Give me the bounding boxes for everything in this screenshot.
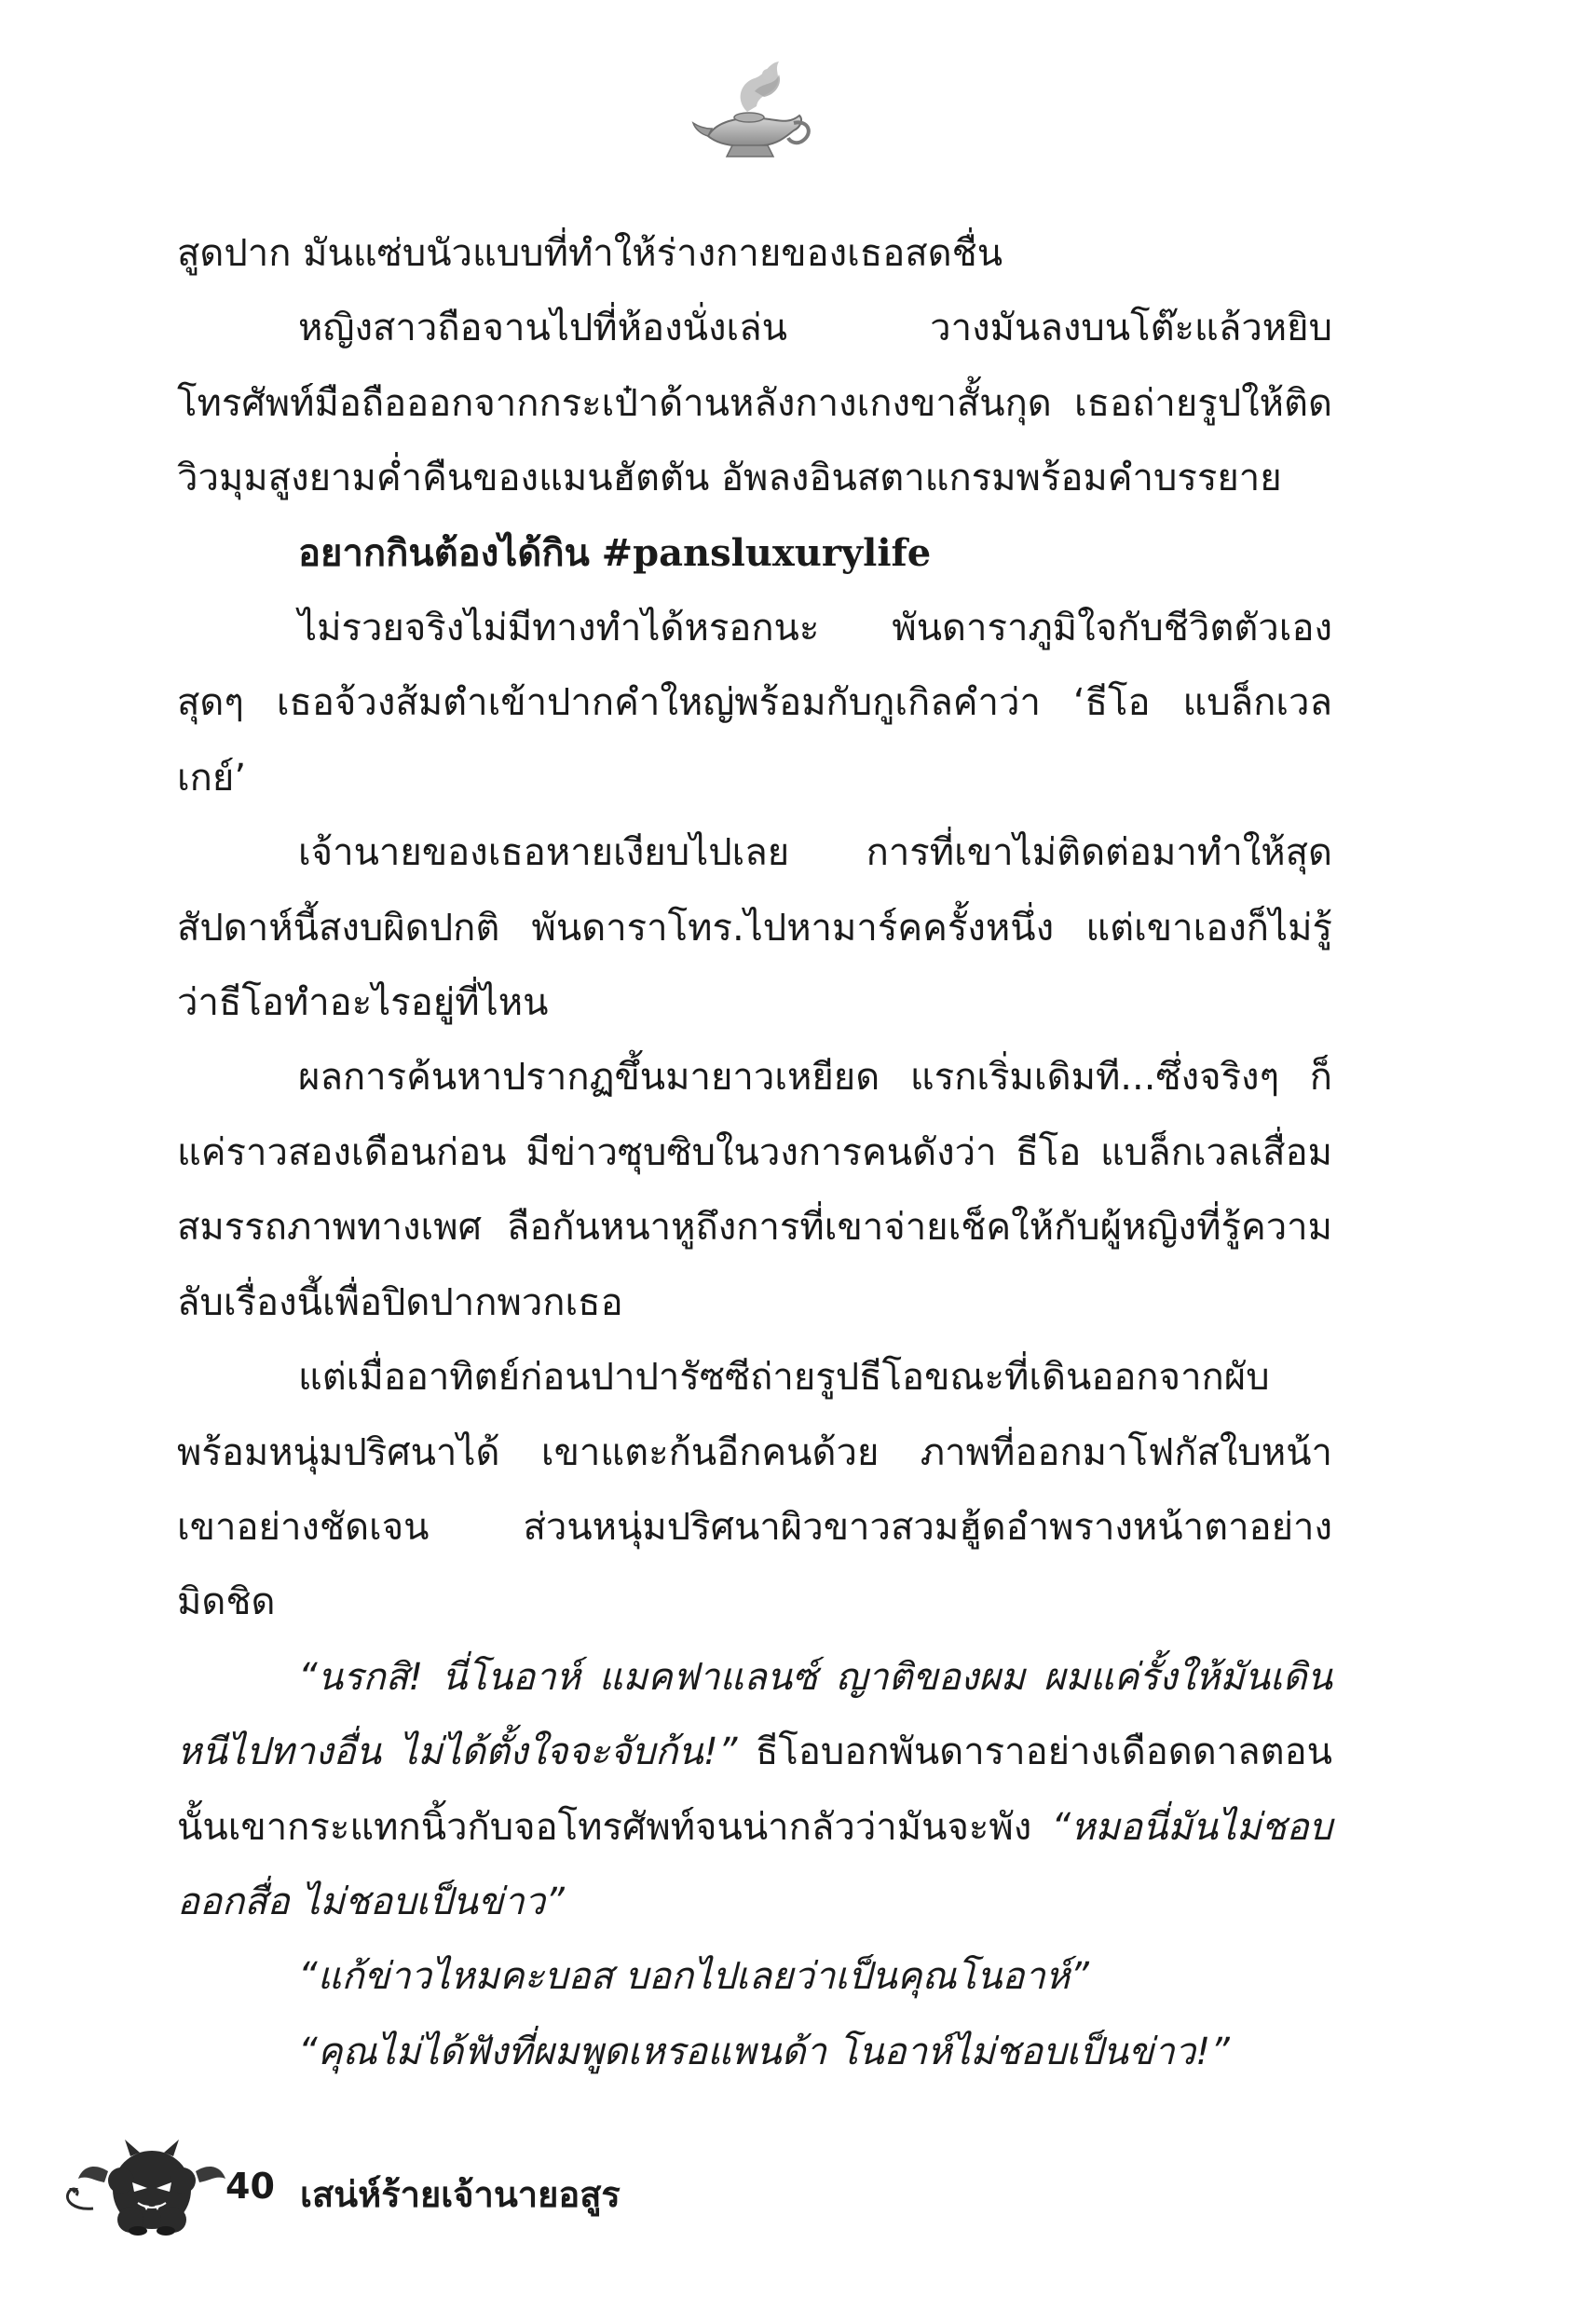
- book-title: เสน่ห์ร้ายเจ้านายอสูร: [300, 2174, 621, 2215]
- page-footer: [56, 2134, 894, 2236]
- hashtag: #pansluxurylife: [601, 530, 932, 575]
- paragraph-7: แต่เมื่ออาทิตย์ก่อนปาปารัซซีถ่ายรูปธีโอขณะที่เดินออกจากผับพร้อมหนุ่มปริศนาได้ เขาแตะก้นอีกคนด้วย ภาพที่ออกมาโฟกัสใบหน้าเขาอย่างชัดเจน ส่วนหนุ่มปริศนาผิวขาวสวมฮู้ดอำพรางหน้าตาอย่างมิดชิด: [177, 1356, 1332, 1624]
- paragraph-1: สูดปาก มันแซ่บนัวแบบที่ทำให้ร่างกายของเธอสดชื่น: [177, 232, 1003, 275]
- page-number: 40: [225, 2166, 275, 2207]
- dialogue-panda: “แก้ข่าวไหมคะบอส บอกไปเลยว่าเป็นคุณโนอาห์”: [298, 1955, 1089, 1999]
- narration: ธีโอบอกพันดาราอย่างเดือดดาลตอนนั้นเขากระแทกนิ้วกับจอโทรศัพท์จนน่ากลัวว่ามันจะพัง: [177, 1730, 1332, 1849]
- genie-lamp-icon: [689, 54, 820, 166]
- dialogue-theo-3: “คุณไม่ได้ฟังที่ผมพูดเหรอแพนด้า โนอาห์ไม่ชอบเป็นข่าว!”: [298, 2030, 1230, 2073]
- dialogue-theo-2: “หมอนี่มันไม่ชอบออกสื่อ ไม่ชอบเป็นข่าว”: [177, 1805, 1332, 1923]
- paragraph-5: เจ้านายของเธอหายเงียบไปเลย การที่เขาไม่ติดต่อมาทำให้สุดสัปดาห์นี้สงบผิดปกติ พันดาราโทร.ไปหามาร์คครั้งหนึ่ง แต่เขาเองก็ไม่รู้ว่าธีโอทำอะไรอยู่ที่ไหน: [177, 831, 1332, 1025]
- dialogue-theo-1: “นรกสิ! นี่โนอาห์ แมคฟาแลนซ์ ญาติของผม ผมแค่รั้งให้มันเดินหนีไปทางอื่น ไม่ได้ตั้งใจจะจับก้น!”: [177, 1655, 1332, 1774]
- monster-mascot-icon: [56, 2134, 233, 2236]
- social-caption: อยากกินต้องได้กิน: [298, 530, 590, 575]
- paragraph-10: [177, 2015, 1332, 2089]
- paragraph-6: ผลการค้นหาปรากฏขึ้นมายาวเหยียด แรกเริ่มเดิมที...ซึ่งจริงๆ ก็แค่ราวสองเดือนก่อน มีข่าวซุบซิบในวงการคนดังว่า ธีโอ แบล็กเวลเสื่อมสมรรถภาพทางเพศ ลือกันหนาหูถึงการที่เขาจ่ายเช็คให้กับผู้หญิงที่รู้ความลับเรื่องนี้เพื่อปิดปากพวกเธอ: [177, 1056, 1332, 1324]
- paragraph-4: ไม่รวยจริงไม่มีทางทำได้หรอกนะ พันดาราภูมิใจกับชีวิตตัวเองสุดๆ เธอจ้วงส้มตำเข้าปากคำใหญ่พร้อมกับกูเกิลคำว่า ‘ธีโอ แบล็กเวลเกย์’: [177, 607, 1332, 800]
- paragraph-9: [177, 1939, 1332, 2014]
- paragraph-8: [177, 1640, 1332, 1940]
- paragraph-2: หญิงสาวถือจานไปที่ห้องนั่งเล่น วางมันลงบนโต๊ะแล้วหยิบโทรศัพท์มือถือออกจากกระเป๋าด้านหลังกางเกงขาสั้นกุด เธอถ่ายรูปให้ติดวิวมุมสูงยามค่ำคืนของแมนฮัตตัน อัพลงอินสตาแกรมพร้อมคำบรรยาย: [177, 307, 1332, 500]
- paragraph-3: [177, 516, 1332, 591]
- body-text: [177, 216, 1332, 2089]
